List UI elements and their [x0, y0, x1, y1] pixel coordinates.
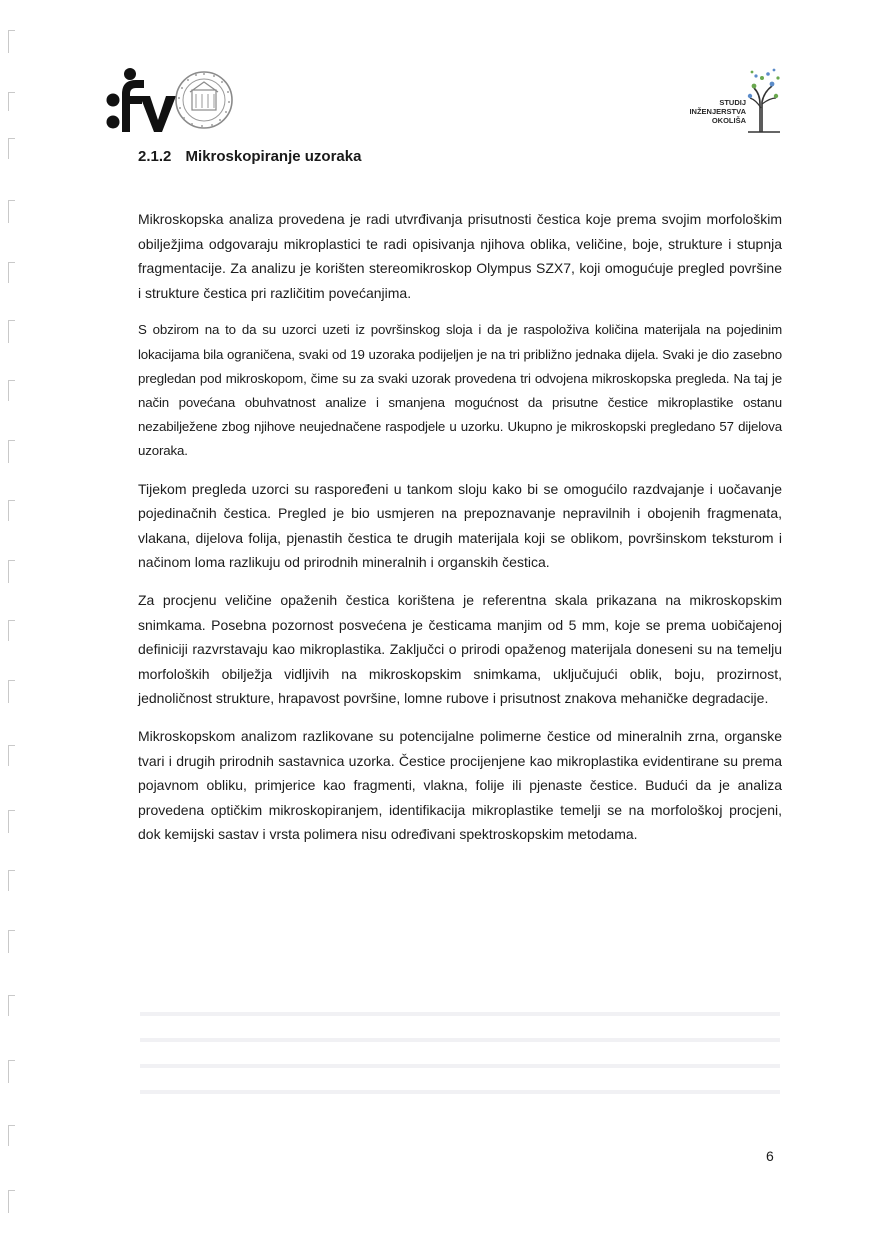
binding-mark	[8, 1190, 15, 1213]
section-number: 2.1.2	[138, 148, 172, 165]
binding-mark	[8, 1125, 15, 1146]
faculty-logo	[104, 62, 234, 138]
study-program-name	[686, 98, 746, 125]
binding-mark	[8, 810, 15, 833]
binding-mark	[8, 930, 15, 953]
binding-mark	[8, 200, 15, 223]
binding-mark	[8, 870, 15, 891]
bleed-through	[140, 1090, 780, 1094]
paragraph: Tijekom pregleda uzorci su raspoređeni u tankom sloju kako bi se omogućilo razdvajanje i uočavanje pojedinačnih čestica. Pregled je bio usmjeren na prepoznavanje nepravilnih i obojenih fragmenata, vlakana, dijelova folija, pjenastih čestica te drugih materijala koji se oblikom, površinskom teksturom i načinom loma razlikuju od prirodnih mineralnih i organskih čestica.	[138, 480, 782, 571]
paragraph: Za procjenu veličine opaženih čestica korištena je referentna skala prikazana na mikroskopskim snimkama. Posebna pozornost posvećena je česticama manjim od 5 mm, koje se prema uobičajenoj definiciji razvrstavaju kao mikroplastika. Zaključci o prirodi opaženog materijala doneseni su na temelju morfoloških obilježja vidljivih na mikroskopskim snimkama, uključujući oblik, boju, prozirnost, jednoličnost strukture, hrapavost površine, lomne rubove i prisutnost znakova mehaničke degradacije.	[138, 591, 782, 707]
binding-mark	[8, 620, 15, 641]
bleed-through	[140, 1012, 780, 1016]
tree-icon	[746, 64, 782, 134]
logo-line: OKOLIŠA	[711, 116, 746, 125]
study-program-logo	[686, 64, 782, 134]
section-title: Mikroskopiranje uzoraka	[185, 148, 362, 165]
binding-mark	[8, 560, 15, 583]
faculty-logo-icon	[104, 62, 234, 138]
bleed-through	[140, 1064, 780, 1068]
binding-mark	[8, 500, 15, 521]
binding-mark	[8, 92, 15, 111]
bleed-through	[140, 1038, 780, 1042]
binding-mark	[8, 745, 15, 766]
binding-mark	[8, 138, 15, 159]
binding-mark	[8, 30, 15, 53]
binding-mark	[8, 995, 15, 1016]
logo-line: INŽENJERSTVA	[689, 107, 746, 116]
paragraph: Mikroskopska analiza provedena je radi utvrđivanja prisutnosti čestica koje prema svojim morfološkim obilježjima odgovaraju mikroplastici te radi opisivanja njihova oblika, veličine, boje, strukture i stupnja fragmentacije. Za analizu je korišten stereomikroskop Olympus SZX7, koji omogućuje pregled površine i strukture čestica pri različitim povećanjima.	[138, 211, 782, 301]
binding-mark	[8, 320, 15, 343]
binding-mark	[8, 440, 15, 463]
page-number: 6	[766, 1148, 774, 1164]
binding-mark	[8, 1060, 15, 1083]
binding-mark	[8, 380, 15, 401]
paragraph: Mikroskopskom analizom razlikovane su potencijalne polimerne čestice od mineralnih zrna, organske tvari i drugih prirodnih sastavnica uzorka. Čestice procijenjene kao mikroplastika evidentirane su prema pojavnom obliku, primjerice kao fragmenti, vlakna, folije ili pjenaste čestice. Budući da je analiza provedena optičkim mikroskopiranjem, identifikacija mikroplastike temelji se na morfološkoj procjeni, dok kemijski sastav i vrsta polimera nisu određivani spektroskopskim metodama.	[138, 727, 782, 843]
binding-mark	[8, 262, 15, 283]
binding-mark	[8, 680, 15, 703]
paragraph: S obzirom na to da su uzorci uzeti iz površinskog sloja i da je raspoloživa količina materijala na pojedinim lokacijama bila ograničena, svaki od 19 uzoraka podijeljen je na tri približno jednaka dijela. Svaki je dio zasebno pregledan pod mikroskopom, čime su za svaki uzorak provedena tri odvojena mikroskopska pregleda. Na taj je način povećana obuhvatnost analize i smanjena mogućnost da prisutne čestice mikroplastike ostanu nezabilježene zbog njihove neujednačene raspodjele u uzorku. Ukupno je mikroskopski pregledano 57 dijelova uzoraka.	[138, 322, 782, 459]
section-heading	[138, 148, 361, 165]
logo-line: STUDIJ	[719, 98, 746, 107]
body-text	[138, 207, 782, 860]
